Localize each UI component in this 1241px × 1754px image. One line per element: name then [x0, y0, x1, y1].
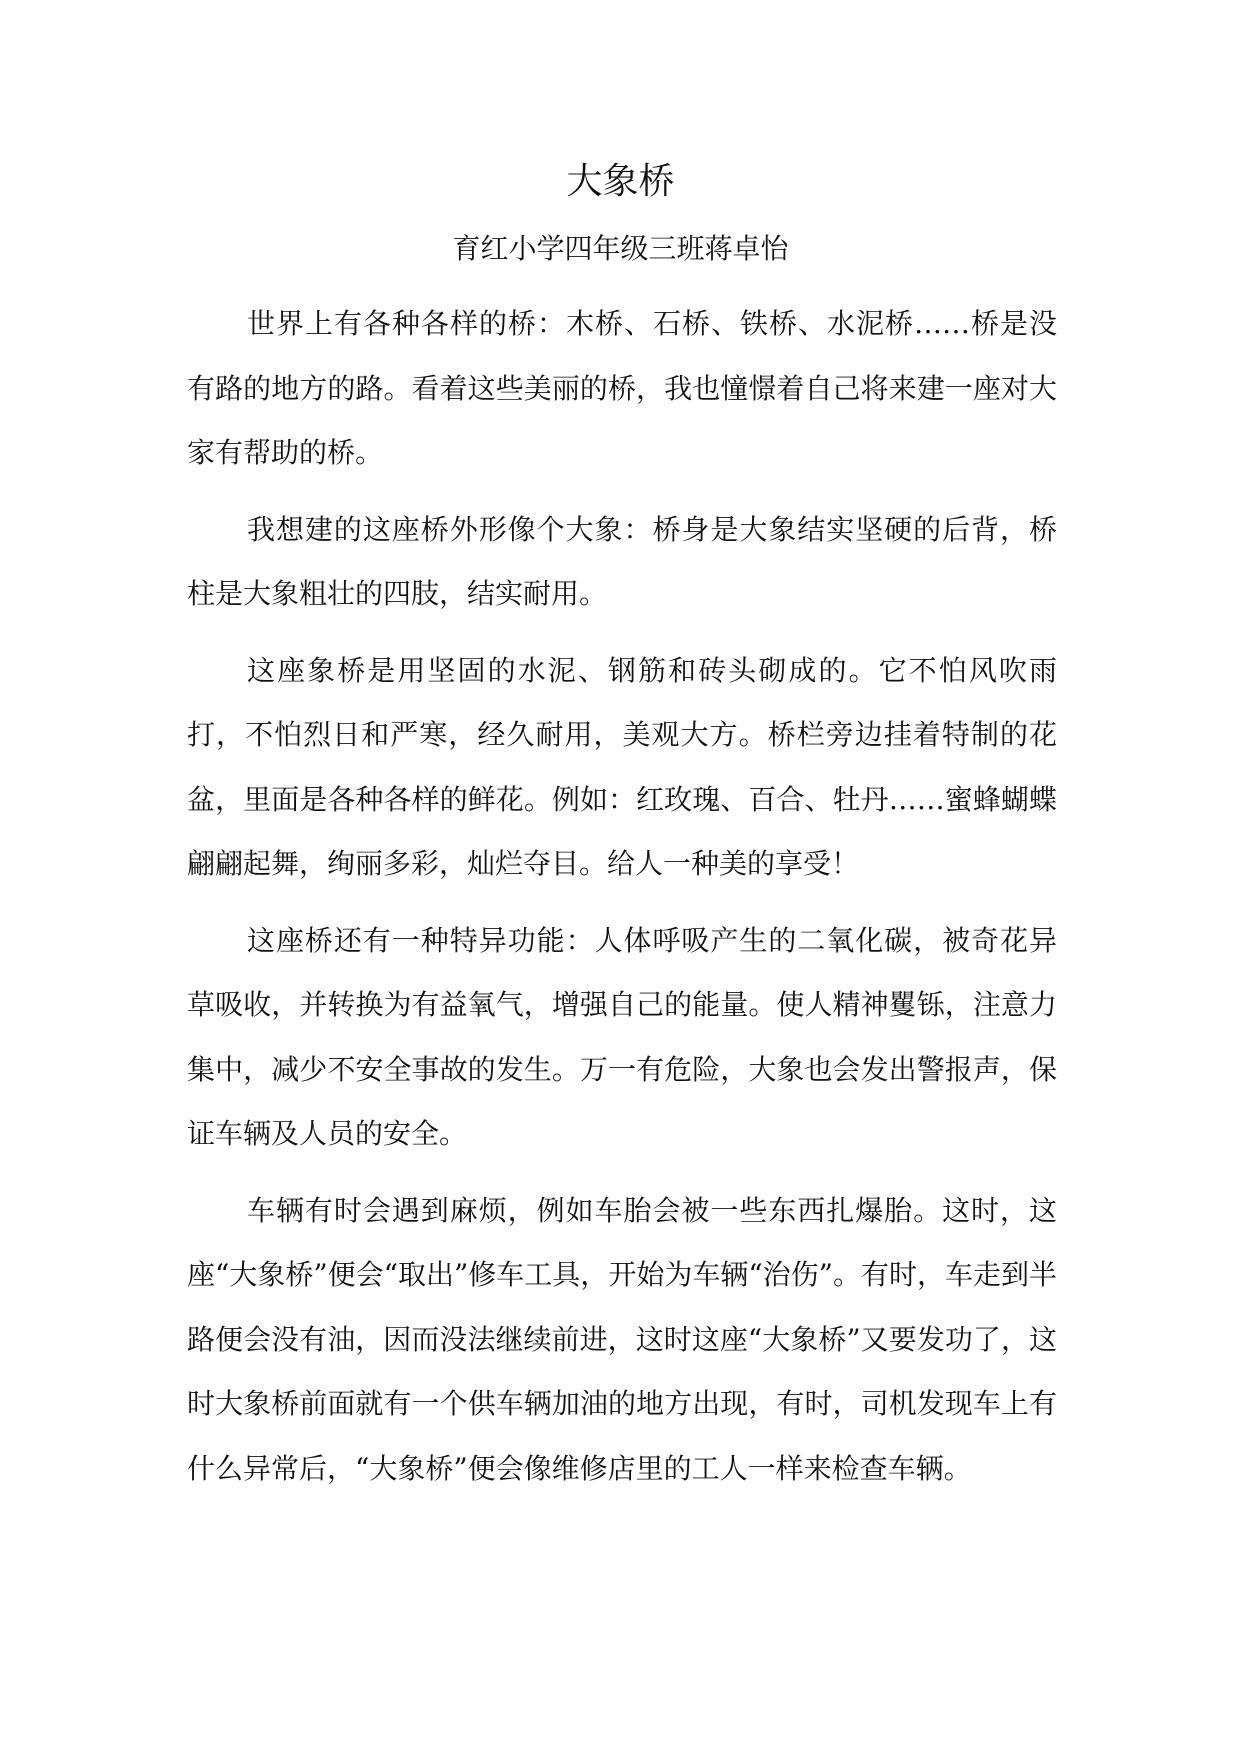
paragraph-5: 车辆有时会遇到麻烦，例如车胎会被一些东西扎爆胎。这时，这座“大象桥”便会“取出”修车工具，开始为车辆“治伤”。有时，车走到半路便会没有油，因而没法继续前进，这时这座“大象桥”又要发功了，这时大象桥前面就有一个供车辆加油的地方出现，有时，司机发现车上有什么异常后，“大象桥”便会像维修店里的工人一样来检查车辆。	[187, 1193, 1057, 1485]
author-byline: 育红小学四年级三班蒋卓怡	[452, 232, 789, 265]
essay-body	[187, 292, 1057, 1513]
paragraph-3: 这座象桥是用坚固的水泥、钢筋和砖头砌成的。它不怕风吹雨打，不怕烈日和严寒，经久耐用，美观大方。桥栏旁边挂着特制的花盆，里面是各种各样的鲜花。例如：红玫瑰、百合、牡丹……蜜蜂蝴蝶翩翩起舞，绚丽多彩，灿烂夺目。给人一种美的享受！	[187, 653, 1057, 880]
document-title: 大象桥	[566, 161, 675, 202]
paragraph-2: 我想建的这座桥外形像个大象：桥身是大象结实坚硬的后背，桥柱是大象粗壮的四肢，结实耐用。	[187, 512, 1057, 610]
paragraph-4: 这座桥还有一种特异功能：人体呼吸产生的二氧化碳，被奇花异草吸收，并转换为有益氧气，增强自己的能量。使人精神矍铄，注意力集中，减少不安全事故的发生。万一有危险，大象也会发出警报声，保证车辆及人员的安全。	[187, 923, 1057, 1150]
paragraph-1: 世界上有各种各样的桥：木桥、石桥、铁桥、水泥桥……桥是没有路的地方的路。看着这些美丽的桥，我也憧憬着自己将来建一座对大家有帮助的桥。	[187, 307, 1057, 469]
